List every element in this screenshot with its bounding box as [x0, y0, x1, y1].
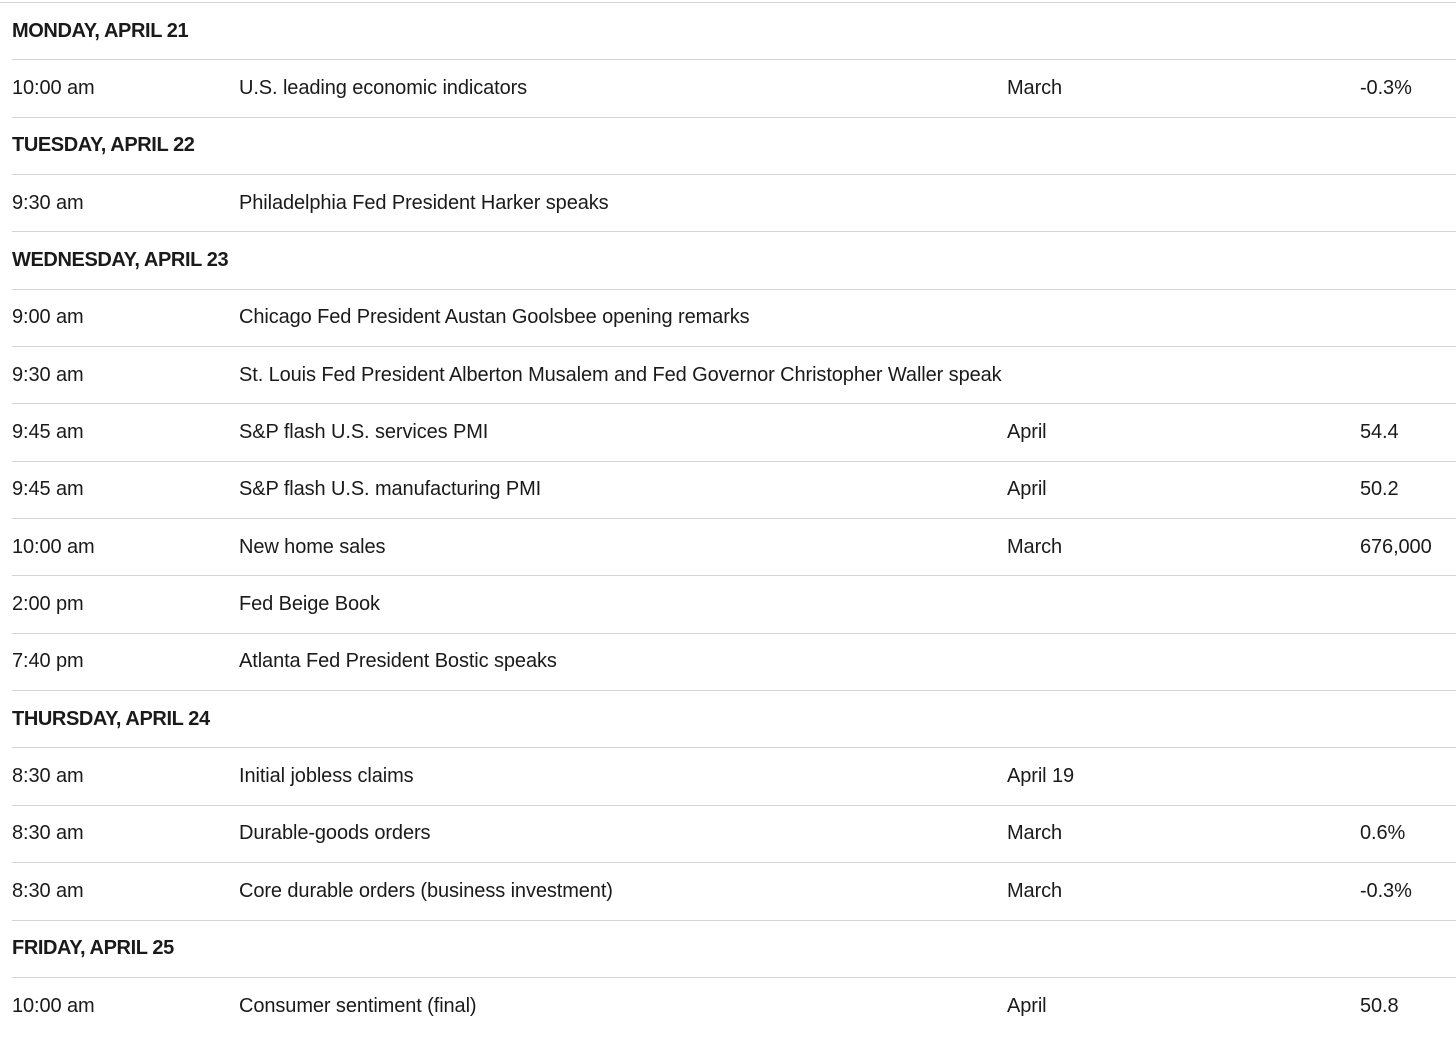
- event-period: March: [1007, 535, 1063, 558]
- event-row: [12, 175, 1456, 232]
- event-row: [12, 576, 1456, 633]
- event-period: March: [1007, 822, 1063, 845]
- event-row: [12, 863, 1456, 920]
- event-row: [12, 290, 1456, 347]
- event-value: -0.3%: [1360, 879, 1412, 902]
- day-header-row: [12, 232, 1456, 289]
- event-value: 50.8: [1360, 995, 1399, 1018]
- event-value: -0.3%: [1360, 77, 1412, 100]
- event-name: Durable-goods orders: [239, 822, 431, 845]
- event-time: 8:30 am: [12, 822, 84, 845]
- event-row: [12, 978, 1456, 1035]
- event-value: 50.2: [1360, 478, 1399, 501]
- event-name: U.S. leading economic indicators: [239, 77, 528, 100]
- event-row: [12, 462, 1456, 519]
- event-time: 10:00 am: [12, 995, 95, 1018]
- event-name: S&P flash U.S. manufacturing PMI: [239, 478, 542, 501]
- event-time: 9:45 am: [12, 421, 84, 444]
- day-header-label: THURSDAY, APRIL 24: [12, 707, 210, 730]
- event-value: 0.6%: [1360, 822, 1406, 845]
- day-header-label: FRIDAY, APRIL 25: [12, 937, 174, 960]
- event-time: 10:00 am: [12, 535, 95, 558]
- event-name: Atlanta Fed President Bostic speaks: [239, 650, 557, 673]
- event-name: Core durable orders (business investment): [239, 879, 613, 902]
- event-time: 9:45 am: [12, 478, 84, 501]
- event-time: 8:30 am: [12, 879, 84, 902]
- event-name: New home sales: [239, 535, 386, 558]
- event-name: S&P flash U.S. services PMI: [239, 421, 489, 444]
- event-period: March: [1007, 77, 1063, 100]
- event-time: 8:30 am: [12, 765, 84, 788]
- day-header-row: [12, 921, 1456, 978]
- event-name: St. Louis Fed President Alberton Musalem and Fed Governor Christopher Waller speak: [239, 363, 1002, 386]
- day-header-row: [12, 118, 1456, 175]
- event-value: 54.4: [1360, 421, 1399, 444]
- day-header-row: [12, 691, 1456, 748]
- event-time: 7:40 pm: [12, 650, 84, 673]
- event-row: [12, 60, 1456, 117]
- event-period: March: [1007, 879, 1063, 902]
- event-name: Philadelphia Fed President Harker speaks: [239, 191, 609, 214]
- event-time: 10:00 am: [12, 77, 95, 100]
- event-value: 676,000: [1360, 535, 1432, 558]
- day-header-label: MONDAY, APRIL 21: [12, 19, 189, 42]
- event-time: 9:30 am: [12, 191, 84, 214]
- event-name: Chicago Fed President Austan Goolsbee opening remarks: [239, 306, 750, 329]
- event-name: Consumer sentiment (final): [239, 995, 477, 1018]
- event-row: [12, 404, 1456, 461]
- event-row: [12, 634, 1456, 691]
- event-name: Initial jobless claims: [239, 765, 414, 788]
- event-row: [12, 519, 1456, 576]
- event-period: April: [1007, 478, 1047, 501]
- event-time: 2:00 pm: [12, 593, 84, 616]
- event-period: April: [1007, 995, 1047, 1018]
- event-row: [12, 347, 1456, 404]
- day-header-label: WEDNESDAY, APRIL 23: [12, 249, 229, 272]
- event-row: [12, 748, 1456, 805]
- event-name: Fed Beige Book: [239, 593, 380, 616]
- event-period: April: [1007, 421, 1047, 444]
- event-row: [12, 806, 1456, 863]
- event-time: 9:30 am: [12, 363, 84, 386]
- day-header-row: [12, 3, 1456, 60]
- event-period: April 19: [1007, 765, 1075, 788]
- event-time: 9:00 am: [12, 306, 84, 329]
- day-header-label: TUESDAY, APRIL 22: [12, 134, 195, 157]
- economic-calendar-table: [0, 2, 1456, 1035]
